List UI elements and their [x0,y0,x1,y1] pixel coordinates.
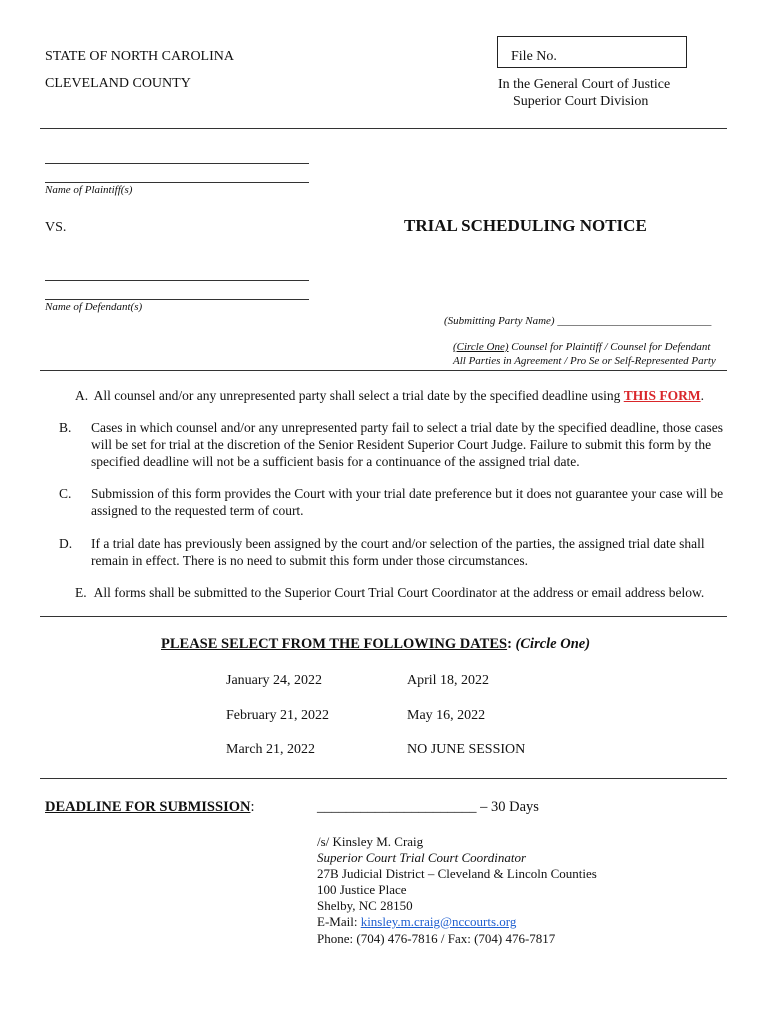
counsel-options: Counsel for Plaintiff / Counsel for Defendant [508,341,711,353]
signature-title: Superior Court Trial Court Coordinator [317,850,527,865]
paragraph-d-label: D. [59,536,73,551]
paragraph-c-text: Submission of this form provides the Court with your trial date preference but it does not guarantee your case will be assigned to the requested term of court. [91,486,724,518]
defendant-line-1[interactable] [45,280,309,281]
date-option-mar[interactable]: March 21, 2022 [226,742,316,757]
dates-heading-colon: : [507,636,516,652]
county-name: CLEVELAND COUNTY [45,76,191,91]
paragraph-e [75,584,727,601]
versus-label: VS. [45,220,67,235]
defendant-line-2[interactable] [45,299,309,300]
date-option-june: NO JUNE SESSION [407,742,526,757]
paragraph-a-text: All counsel and/or any unrepresented party shall select a trial date by the specified deadline using [93,388,624,403]
paragraph-e-label: E. [75,585,87,600]
email-line [317,913,516,930]
paragraph-a [75,387,727,404]
paragraph-a-end: . [700,388,704,403]
signature-name: /s/ Kinsley M. Craig [317,834,424,849]
paragraph-b-label: B. [59,420,72,435]
defendant-label: Name of Defendant(s) [45,301,143,313]
section-divider-3 [40,778,727,779]
party-options[interactable]: All Parties in Agreement / Pro Se or Self-Represented Party [453,355,716,367]
paragraph-c [59,485,743,519]
judicial-district: 27B Judicial District – Cleveland & Lincoln Counties [317,866,597,881]
file-number-box[interactable] [497,36,687,68]
state-name: STATE OF NORTH CAROLINA [45,49,234,64]
email-label: E-Mail: [317,914,361,929]
submitting-party-field[interactable]: (Submitting Party Name) ____________________________ [444,315,712,327]
date-option-may[interactable]: May 16, 2022 [407,708,486,723]
circle-one-label: (Circle One) [453,341,509,353]
page-title: TRIAL SCHEDULING NOTICE [404,216,647,235]
file-number-label: File No. [511,49,557,64]
date-option-feb[interactable]: February 21, 2022 [226,708,330,723]
paragraph-d-text: If a trial date has previously been assigned by the court and/or selection of the parties, the assigned trial date shall remain in effect. There is no need to submit this form under those circumstances. [91,536,705,568]
paragraph-b [59,419,743,470]
plaintiff-line-2[interactable] [45,182,309,183]
paragraph-d [59,535,743,569]
email-link[interactable]: kinsley.m.craig@nccourts.org [360,914,517,929]
header-divider [40,128,727,129]
this-form-link[interactable]: THIS FORM [623,388,701,403]
counsel-circle-options[interactable] [453,341,710,354]
paragraph-c-label: C. [59,486,72,501]
address-street: 100 Justice Place [317,882,407,897]
section-divider-2 [40,616,727,617]
plaintiff-line-1[interactable] [45,163,309,164]
plaintiff-label: Name of Plaintiff(s) [45,184,133,196]
date-option-apr[interactable]: April 18, 2022 [407,673,490,688]
paragraph-e-text: All forms shall be submitted to the Superior Court Trial Court Coordinator at the address or email address below. [93,585,705,600]
deadline-field[interactable]: ______________________ – 30 Days [317,799,539,815]
paragraph-b-text: Cases in which counsel and/or any unrepresented party fail to select a trial date by the specified deadline, those cases will be set for trial at the discretion of the Senior Resident Superior Court Judge. Failure to submit this form by the specified deadline will not be a sufficient basis for a continuance of the assigned trial date. [91,420,724,469]
deadline-label-text: DEADLINE FOR SUBMISSION [45,799,251,815]
address-city: Shelby, NC 28150 [317,898,413,913]
court-division: Superior Court Division [513,94,649,109]
court-name: In the General Court of Justice [498,77,671,92]
phone-fax: Phone: (704) 476-7816 / Fax: (704) 476-7817 [317,931,556,946]
paragraph-a-label: A. [75,388,89,403]
dates-heading-text: PLEASE SELECT FROM THE FOLLOWING DATES [161,636,508,652]
deadline-label [45,799,255,816]
section-divider-1 [40,370,727,371]
dates-circle-one: (Circle One) [515,636,591,652]
dates-heading [161,636,590,653]
date-option-jan[interactable]: January 24, 2022 [226,673,323,688]
deadline-colon: : [250,799,255,815]
